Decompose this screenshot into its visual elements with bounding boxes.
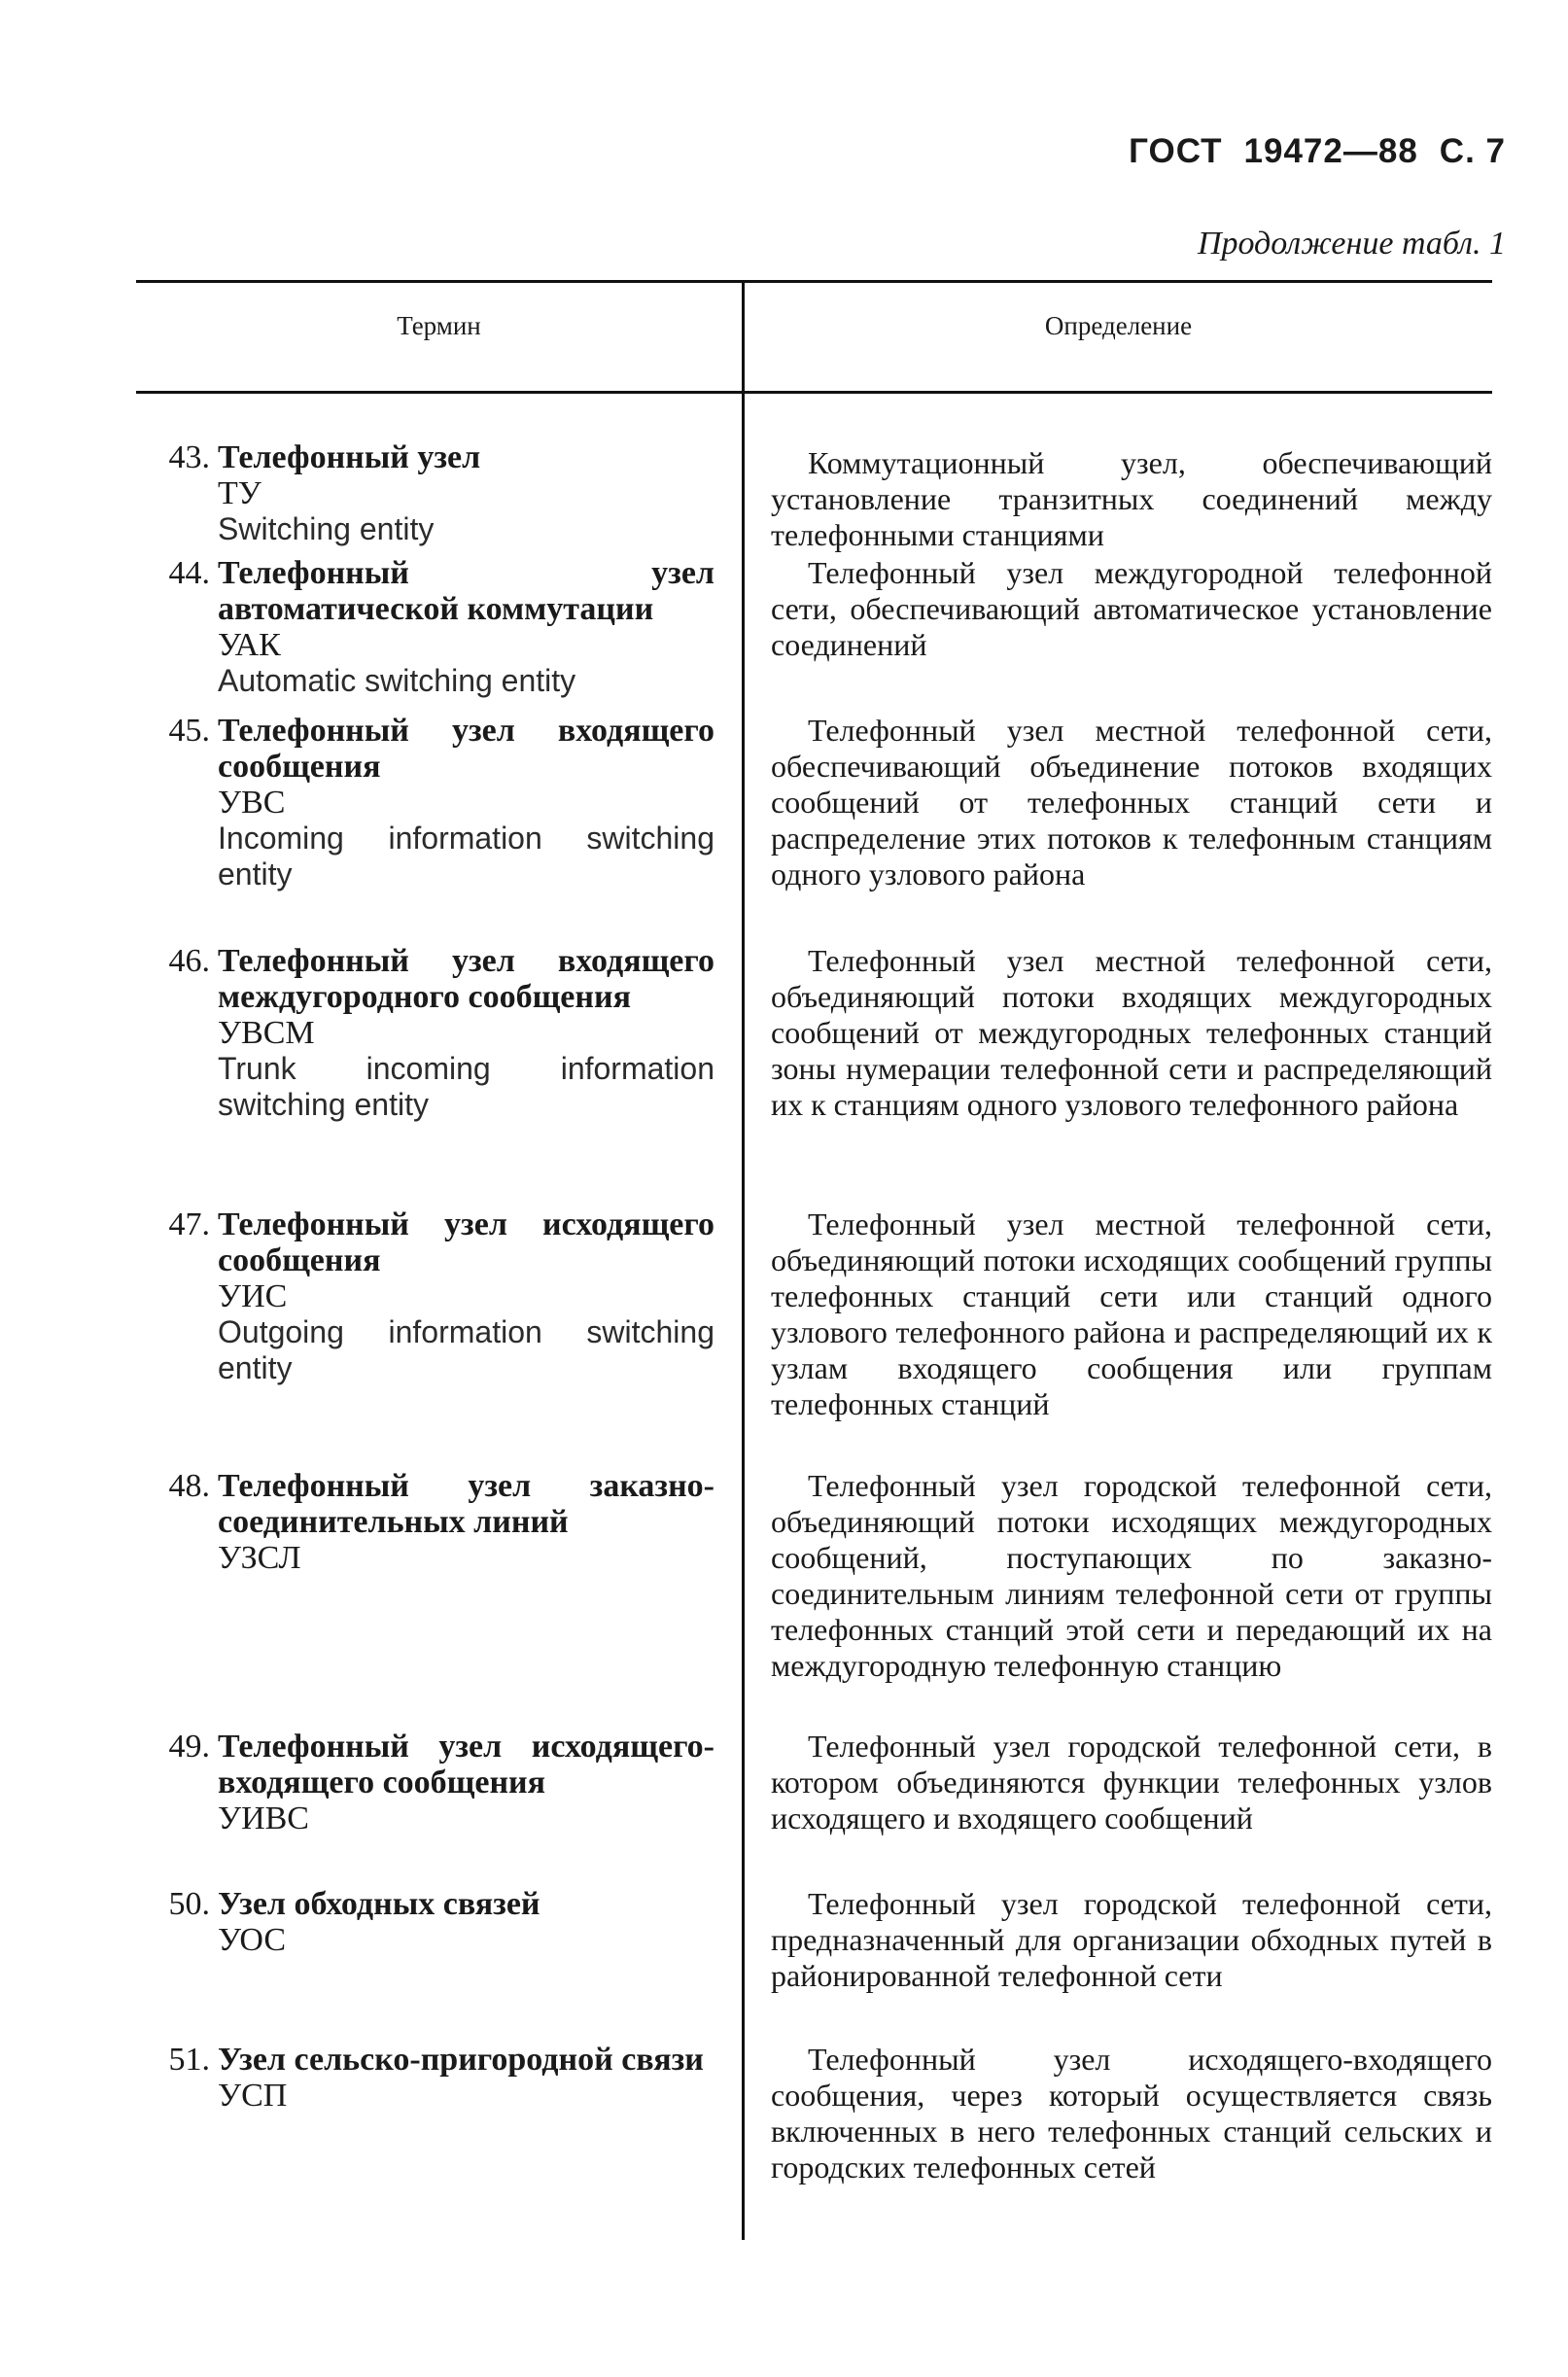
- page-header: [1129, 132, 1506, 171]
- term-abbreviation: УИС: [218, 1278, 288, 1314]
- definition-cell: Коммутационный узел, обеспечивающий установление транзитных соединений между телефонными станциями: [771, 445, 1492, 552]
- entry-number: 43.: [168, 439, 210, 475]
- term-english: Switching entity: [218, 511, 435, 546]
- term-cell: [136, 1729, 714, 1836]
- column-divider-body: [742, 393, 745, 2240]
- standard-label: ГОСТ: [1129, 132, 1223, 170]
- term-cell: [136, 713, 714, 892]
- definition-cell: Телефонный узел городской телефонной сети, в котором объединяются функции телефонных узлов исходящего и входящего сообщений: [771, 1729, 1492, 1835]
- term-abbreviation: УИВС: [218, 1800, 309, 1836]
- term-abbreviation: УЗСЛ: [218, 1540, 301, 1576]
- term-russian: Узел сельско-пригородной связи: [218, 2042, 704, 2078]
- term-cell: [136, 1886, 714, 1958]
- entry-number: 49.: [168, 1729, 210, 1765]
- definition-cell: Телефонный узел местной телефонной сети, обеспечивающий объединение потоков входящих сообщений от телефонных станций сети и распределение этих потоков к телефонным станциям одного узлового района: [771, 713, 1492, 891]
- term-russian: Телефонный узел заказно-соединительных линий: [218, 1468, 714, 1540]
- definition-cell: Телефонный узел городской телефонной сети, предназначенный для организации обходных путей в районированной телефонной сети: [771, 1886, 1492, 1993]
- table-header-rule: [136, 391, 1492, 394]
- definition-cell: Телефонный узел исходящего-входящего сообщения, через который осуществляется связь включенных в него телефонных станций сельских и городских телефонных сетей: [771, 2042, 1492, 2185]
- entry-number: 45.: [168, 713, 210, 749]
- entry-number: 51.: [168, 2042, 210, 2078]
- entry-number: 46.: [168, 943, 210, 979]
- term-cell: [136, 555, 714, 699]
- standard-number: 19472—88: [1243, 132, 1418, 170]
- term-russian: Телефонный узел исходящего сообщения: [218, 1206, 714, 1278]
- term-russian: Телефонный узел: [218, 439, 481, 475]
- entry-number: 47.: [168, 1206, 210, 1242]
- term-russian: Телефонный узел входящего сообщения: [218, 713, 714, 785]
- term-abbreviation: ТУ: [218, 475, 261, 511]
- term-cell: [136, 943, 714, 1123]
- term-cell: [136, 2042, 714, 2114]
- entry-number: 48.: [168, 1468, 210, 1504]
- table-top-rule: [136, 280, 1492, 283]
- definition-cell: Телефонный узел местной телефонной сети, объединяющий потоки входящих междугородных сообщений от междугородных телефонных станций зоны нумерации телефонной сети и распределяющий их к станциям одного узлового телефонного района: [771, 943, 1492, 1122]
- term-russian: Телефонный узел автоматической коммутации: [218, 555, 714, 627]
- table-continuation-caption: Продолжение табл. 1: [1197, 226, 1506, 262]
- term-cell: [136, 1206, 714, 1386]
- term-english: Automatic switching entity: [218, 663, 576, 698]
- column-header-definition: Определение: [1044, 311, 1193, 340]
- term-abbreviation: УАК: [218, 627, 281, 663]
- column-header-term: Термин: [397, 311, 481, 340]
- page-number: С. 7: [1439, 132, 1506, 170]
- term-abbreviation: УВС: [218, 785, 286, 821]
- definition-cell: Телефонный узел городской телефонной сети, объединяющий потоки исходящих междугородных сообщений, поступающих по заказно-соединительным линиям телефонной сети от группы телефонных станций этой сети и передающий их на междугородную телефонную станцию: [771, 1468, 1492, 1683]
- term-english: Trunk incoming information switching entity: [218, 1051, 714, 1122]
- entry-number: 50.: [168, 1886, 210, 1922]
- term-abbreviation: УВСМ: [218, 1015, 315, 1051]
- term-russian: Узел обходных связей: [218, 1886, 540, 1922]
- term-english: Outgoing information switching entity: [218, 1314, 714, 1385]
- term-cell: [136, 1468, 714, 1576]
- term-cell: [136, 439, 714, 547]
- definition-cell: Телефонный узел местной телефонной сети, объединяющий потоки исходящих сообщений группы телефонных станций сети или станций одного узлового телефонного района и распределяющий их к узлам входящего сообщения или группам телефонных станций: [771, 1206, 1492, 1421]
- term-russian: Телефонный узел исходящего-входящего сообщения: [218, 1729, 714, 1800]
- term-russian: Телефонный узел входящего междугородного сообщения: [218, 943, 714, 1015]
- term-english: Incoming information switching entity: [218, 821, 714, 891]
- term-abbreviation: УСП: [218, 2078, 288, 2114]
- entry-number: 44.: [168, 555, 210, 591]
- definition-cell: Телефонный узел междугородной телефонной сети, обеспечивающий автоматическое установление соединений: [771, 555, 1492, 662]
- term-abbreviation: УОС: [218, 1922, 287, 1958]
